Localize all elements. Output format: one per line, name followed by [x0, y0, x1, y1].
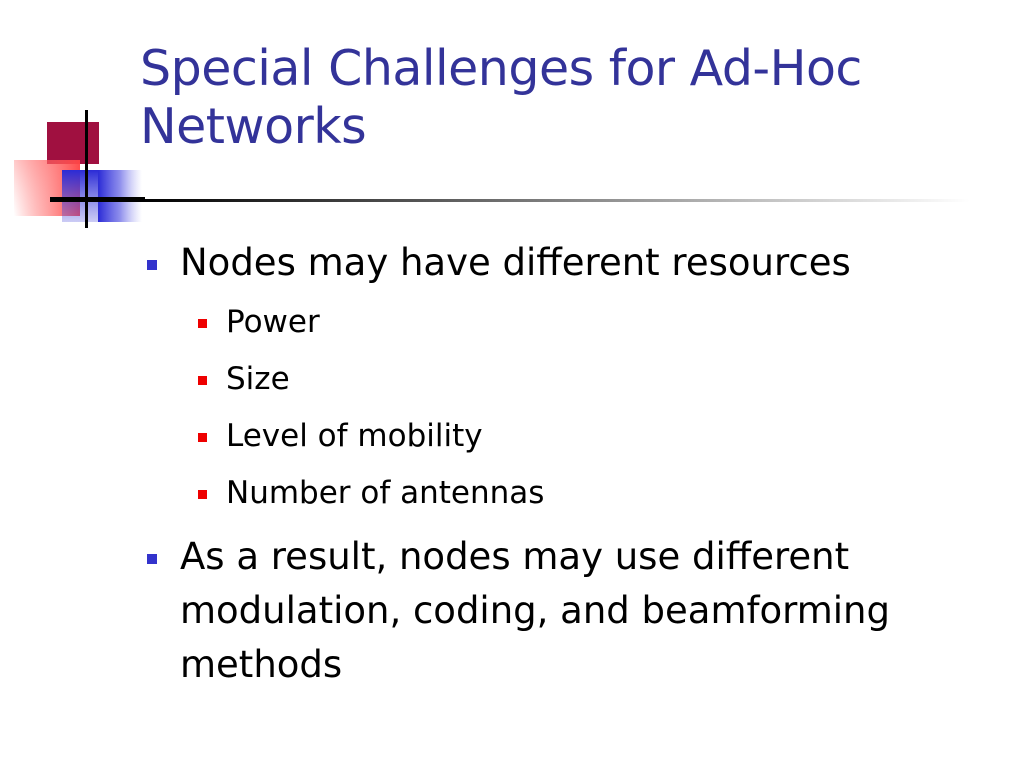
- slide-title: Special Challenges for Ad-Hoc Networks: [140, 40, 862, 155]
- sub-bullet-text: Size: [226, 361, 290, 397]
- blue-square-bullet-icon: [147, 260, 157, 270]
- bullet-text: As a result, nodes may use different modulation, coding, and beamforming methods: [180, 535, 890, 686]
- sub-bullet-item: [226, 302, 926, 342]
- red-square-bullet-icon: [198, 376, 207, 385]
- sub-bullet-item: [226, 359, 926, 399]
- sub-bullet-text: Level of mobility: [226, 418, 483, 454]
- sub-bullet-item: [226, 473, 926, 513]
- red-square-bullet-icon: [198, 433, 207, 442]
- red-square-bullet-icon: [198, 319, 207, 328]
- sub-bullet-text: Power: [226, 304, 320, 340]
- bullet-item: [180, 530, 970, 692]
- red-square-bullet-icon: [198, 490, 207, 499]
- sub-bullet-item: [226, 416, 926, 456]
- blue-square-bullet-icon: [147, 554, 157, 564]
- bullet-text: Nodes may have different resources: [180, 241, 851, 284]
- bullet-item: [180, 236, 980, 290]
- sub-bullet-text: Number of antennas: [226, 475, 545, 511]
